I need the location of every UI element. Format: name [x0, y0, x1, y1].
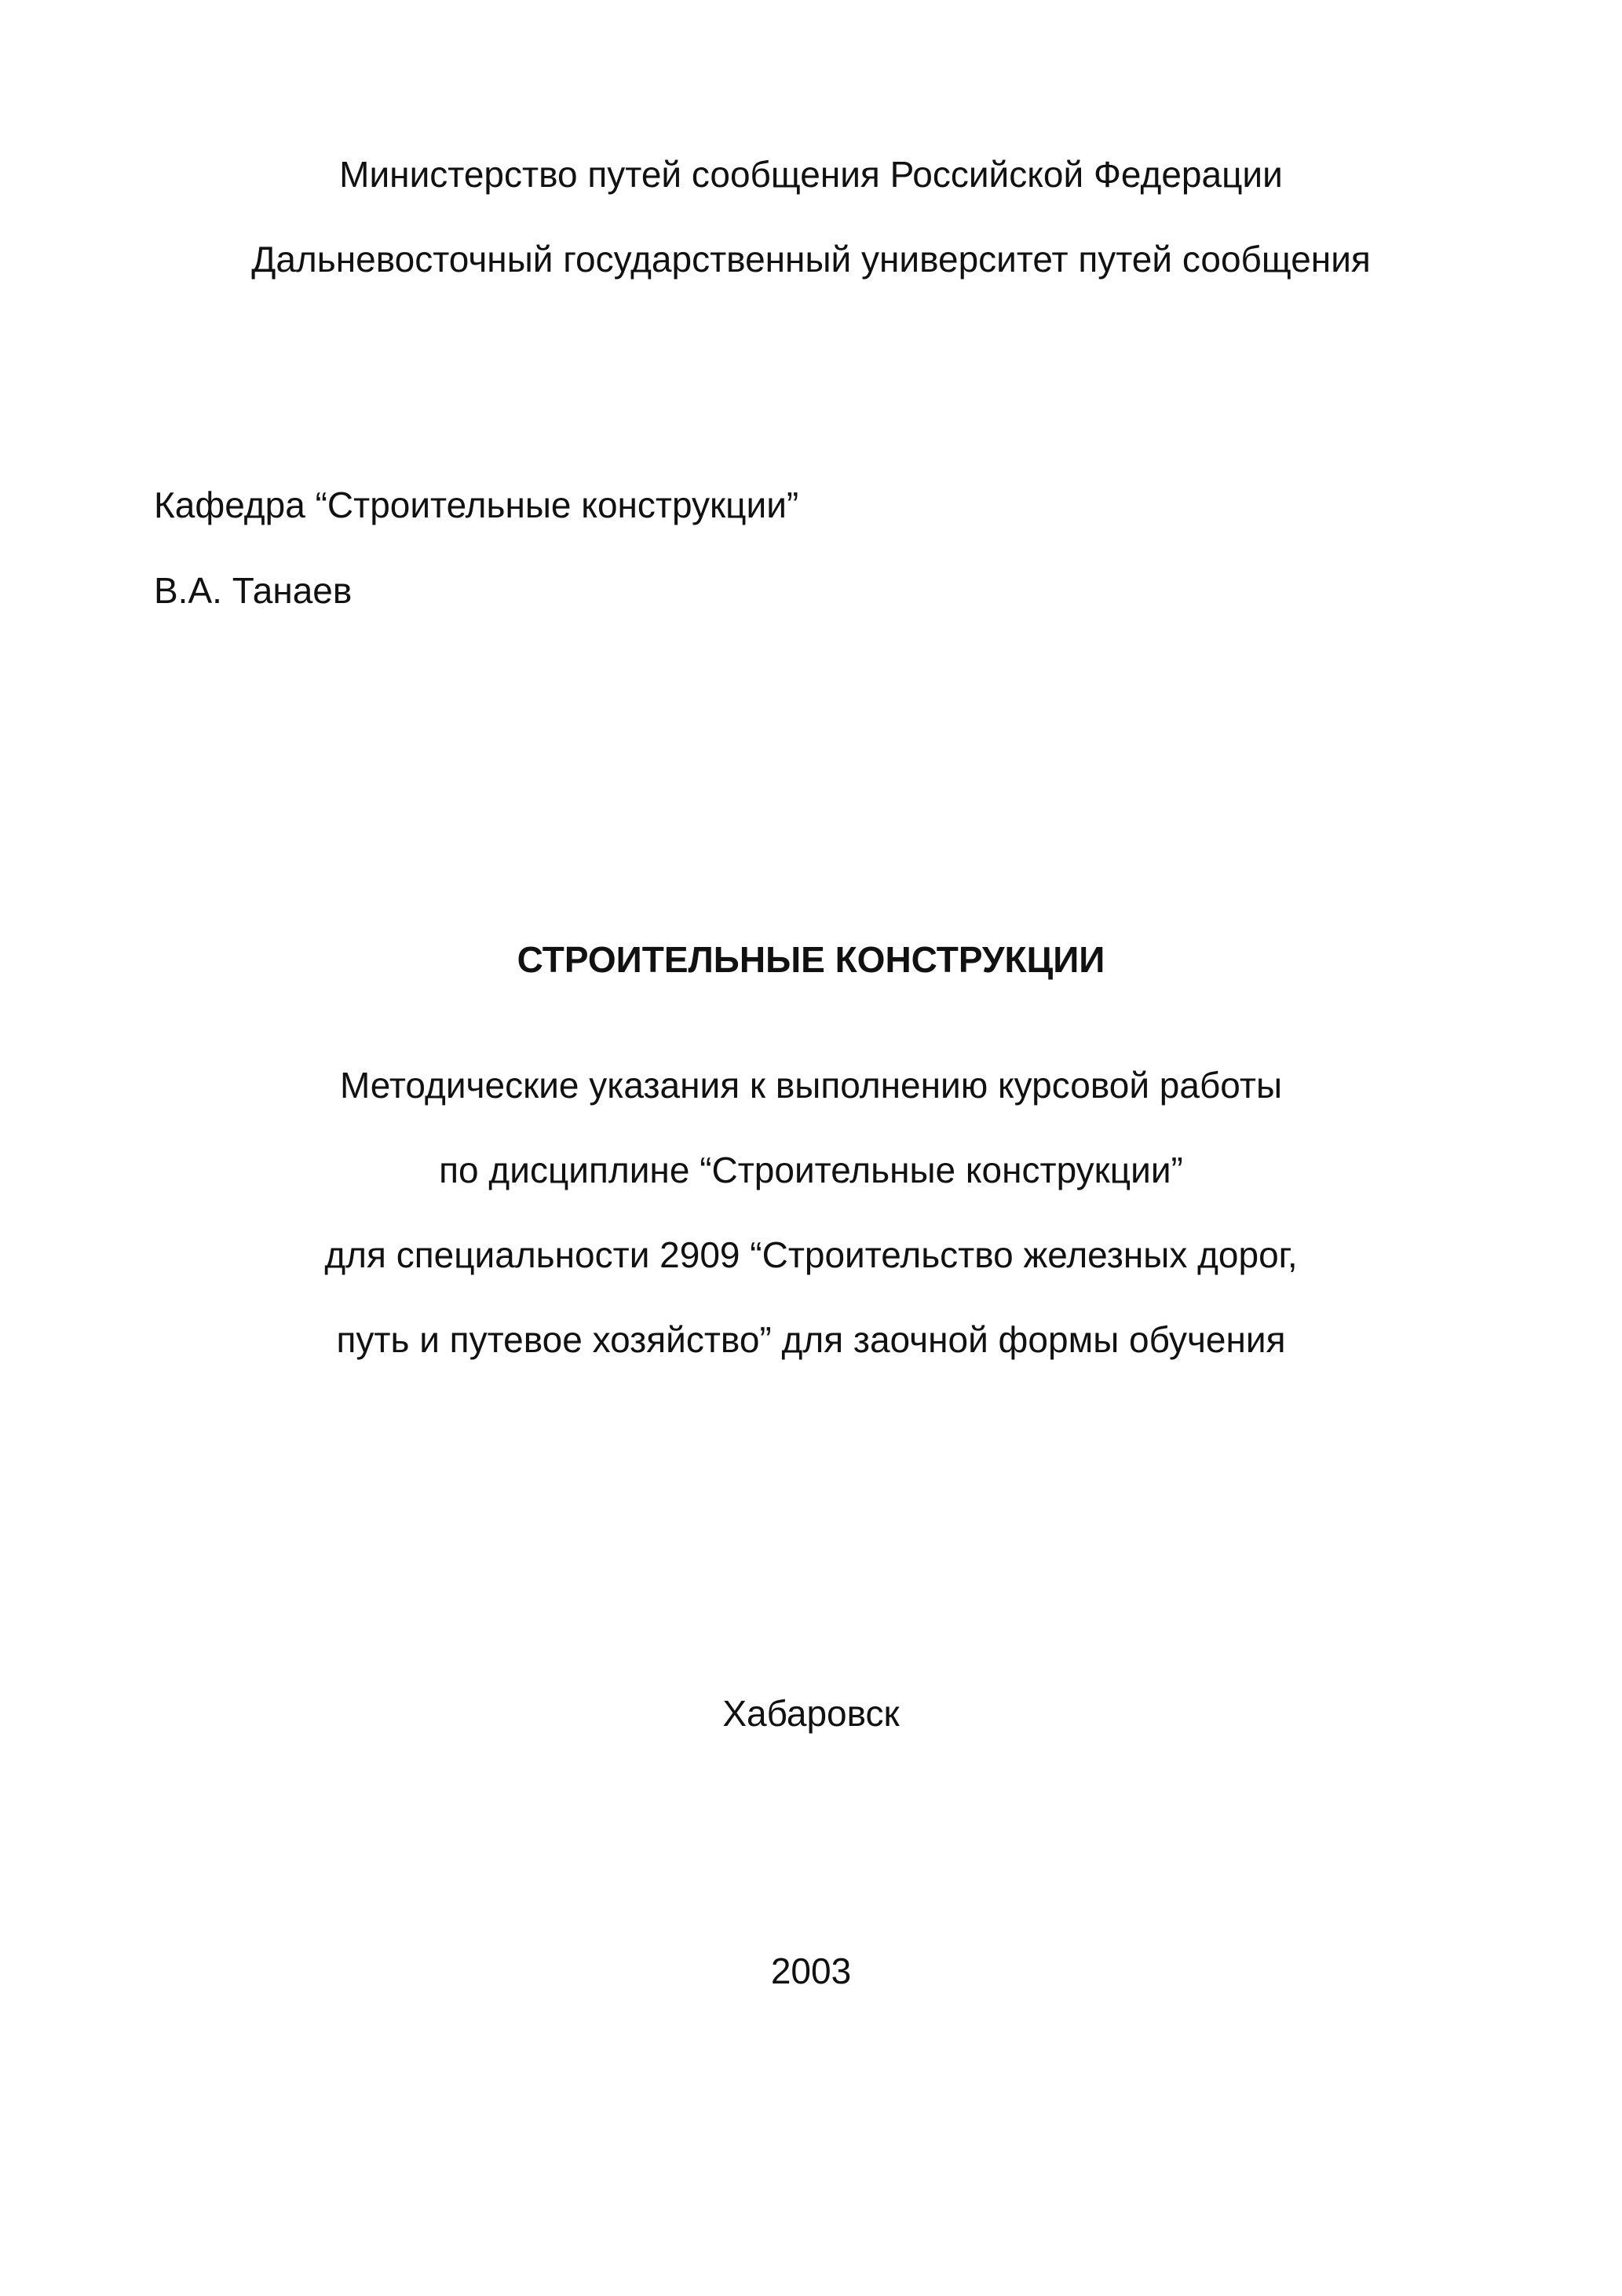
document-title: СТРОИТЕЛЬНЫЕ КОНСТРУКЦИИ: [517, 939, 1105, 980]
author-name: В.А. Танаев: [154, 570, 353, 611]
subtitle-line: путь и путевое хозяйство” для заочной формы обучения: [336, 1319, 1286, 1360]
year: 2003: [770, 1951, 852, 1991]
subtitle-line: по дисциплине “Строительные конструкции”: [439, 1150, 1183, 1190]
university-heading: Дальневосточный государственный университет путей сообщения: [251, 239, 1371, 280]
subtitle-line: Методические указания к выполнению курсовой работы: [339, 1065, 1283, 1106]
subtitle-line: для специальности 2909 “Строительство железных дорог,: [324, 1234, 1298, 1275]
city: Хабаровск: [722, 1693, 900, 1734]
ministry-heading: Министерство путей сообщения Российской Федерации: [339, 154, 1283, 195]
department-name: Кафедра “Строительные конструкции”: [154, 484, 799, 525]
